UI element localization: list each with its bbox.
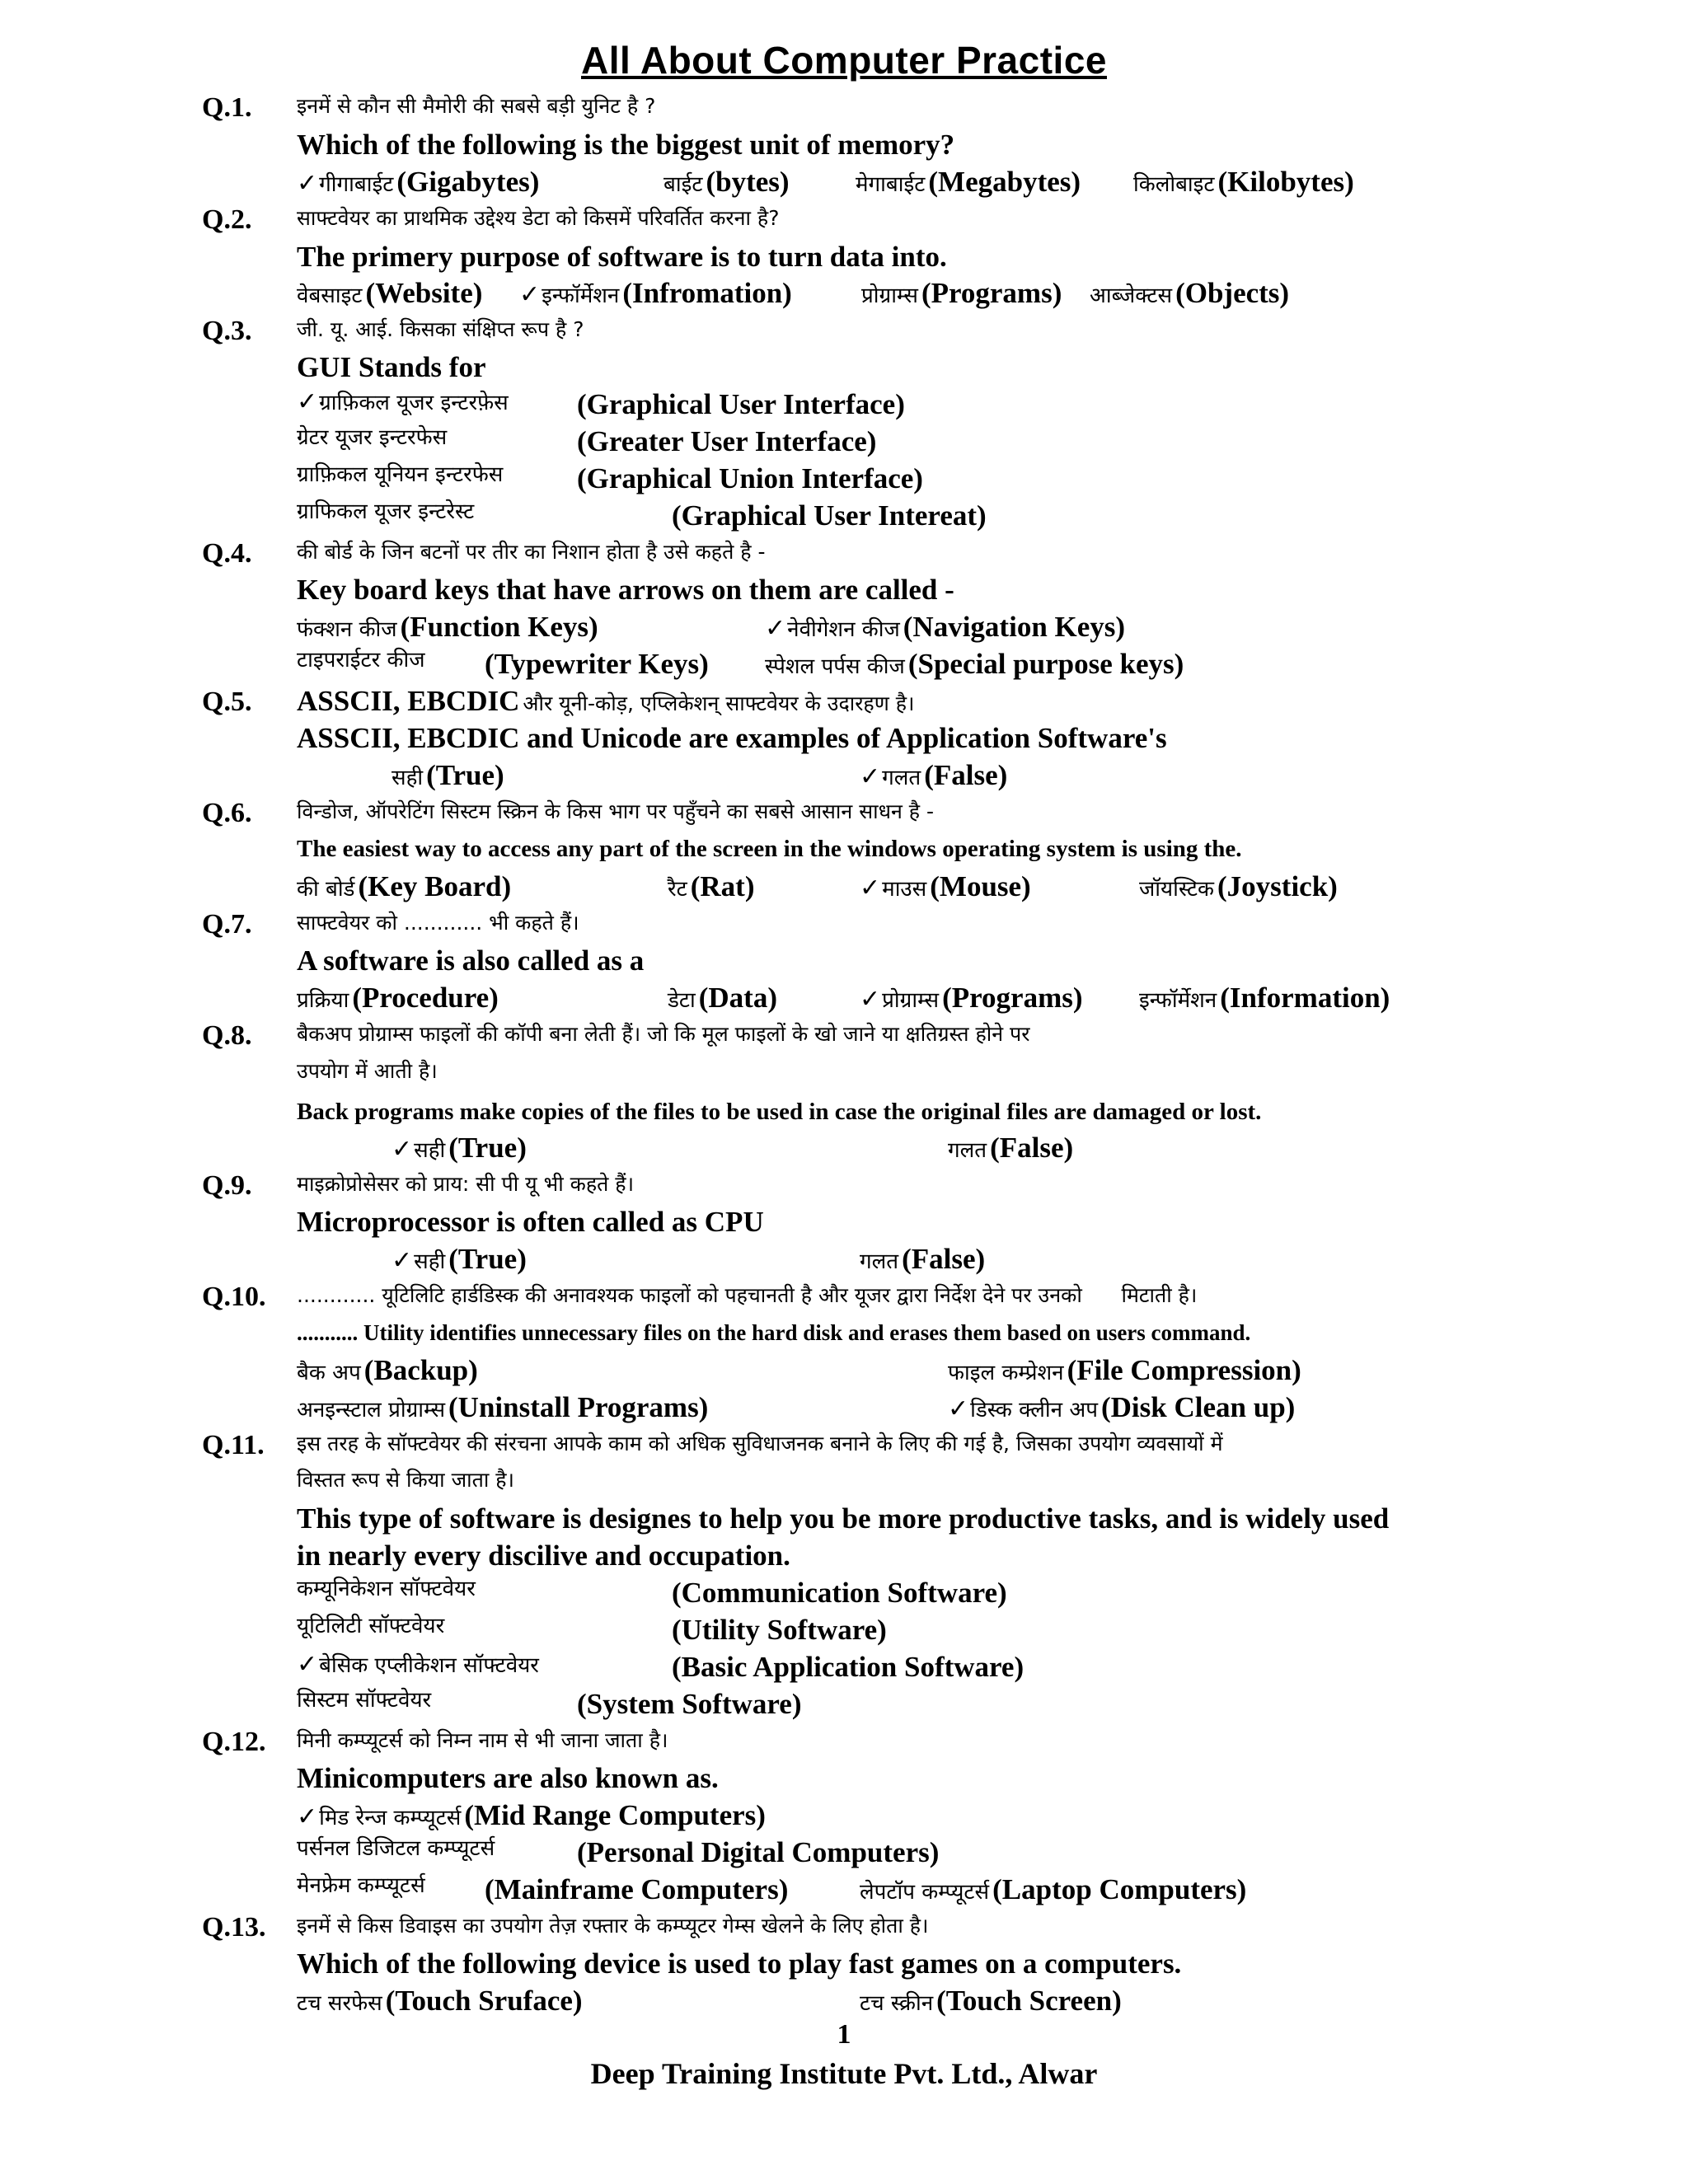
question-number: Q.6. [202, 798, 252, 828]
question-text-hindi: माइक्रोप्रोसेसर को प्राय: सी पी यू भी कहते हैं। [297, 1172, 635, 1196]
option: इन्फॉर्मेशन (Information) [1139, 982, 1390, 1014]
question-text-hindi: जी. यू. आई. किसका संक्षिप्त रूप है ? [297, 317, 584, 341]
check-mark-icon: ✓ [392, 1246, 413, 1275]
option: बैक अप (Backup) [297, 1354, 478, 1386]
check-mark-icon: ✓ [392, 1135, 413, 1164]
option: ✓प्रोग्राम्स (Programs) [860, 982, 1083, 1014]
option: ✓गीगाबाईट (Gigabytes) [297, 166, 540, 198]
option: मेनफ्रेम कम्प्यूटर्स [297, 1873, 425, 1898]
page-number: 1 [837, 2019, 851, 2050]
question-text-hindi: इनमें से किस डिवाइस का उपयोग तेज़ रफ्तार के कम्प्यूटर गेम्स खेलने के लिए होता है। [297, 1914, 929, 1938]
footer-institute-name: Deep Training Institute Pvt. Ltd., Alwar [590, 2057, 1098, 2090]
option: रैट (Rat) [668, 870, 755, 902]
option-english: (Graphical User Interface) [577, 388, 905, 420]
option: स्पेशल पर्पस कीज (Special purpose keys) [765, 648, 1184, 680]
question-text-english: Which of the following device is used to play fast games on a computers. [297, 1947, 1182, 1980]
option: सही (True) [392, 759, 504, 791]
question-text-english: Minicomputers are also known as. [297, 1762, 719, 1794]
question-number: Q.5. [202, 687, 252, 717]
question-text-hindi: इनमें से कौन सी मैमोरी की सबसे बड़ी युनिट है ? [297, 94, 656, 118]
question-text-hindi: साफ्टवेयर का प्राथमिक उद्देश्य डेटा को किसमें परिवर्तित करना है? [297, 206, 780, 230]
check-mark-icon: ✓ [860, 762, 881, 791]
option-english: (Basic Application Software) [672, 1651, 1025, 1683]
option: आब्जेक्टस (Objects) [1090, 277, 1290, 309]
option-english: (Communication Software) [672, 1577, 1007, 1609]
question-number: Q.12. [202, 1727, 266, 1757]
option: अनइन्स्टाल प्रोग्राम्स (Uninstall Programs) [297, 1391, 709, 1423]
option: यूटिलिटी सॉफ्टवेयर [297, 1614, 445, 1638]
question-text-hindi-cont: विस्तत रूप से किया जाता है। [297, 1468, 515, 1492]
check-mark-icon: ✓ [948, 1394, 969, 1423]
option: टच सरफेस (Touch Sruface) [297, 1985, 583, 2017]
question-number: Q.3. [202, 316, 252, 346]
option: बाईट (bytes) [663, 166, 790, 198]
option-english: (Graphical Union Interface) [577, 462, 923, 494]
question-text-english: The easiest way to access any part of the screen in the windows operating system is using the. [297, 836, 1242, 862]
option: की बोर्ड (Key Board) [297, 870, 512, 902]
option: कम्यूनिकेशन सॉफ्टवेयर [297, 1577, 476, 1601]
question-text-hindi: इस तरह के सॉफ्टवेयर की संरचना आपके काम को अधिक सुविधाजनक बनाने के लिए की गई है, जिसका उपयोग व्यवसायों में [297, 1432, 1223, 1455]
question-number: Q.2. [202, 204, 252, 235]
option: ✓बेसिक एप्लीकेशन सॉफ्टवेयर [297, 1650, 539, 1679]
option-english: (Greater User Interface) [577, 425, 877, 457]
check-mark-icon: ✓ [297, 1802, 318, 1831]
option: पर्सनल डिजिटल कम्प्यूटर्स [297, 1836, 495, 1861]
question-text-english: GUI Stands for [297, 351, 486, 383]
option: ✓डिस्क क्लीन अप (Disk Clean up) [948, 1391, 1296, 1423]
check-mark-icon: ✓ [860, 985, 881, 1014]
option: ✓सही (True) [392, 1132, 527, 1164]
question-number: Q.4. [202, 538, 252, 569]
question-text-english: ........... Utility identifies unnecessary files on the hard disk and erases them based on users command. [297, 1320, 1251, 1345]
option: जॉयस्टिक (Joystick) [1139, 870, 1338, 902]
page-title: All About Computer Practice [581, 39, 1107, 82]
question-text-english: The primery purpose of software is to turn data into. [297, 241, 947, 273]
option: टाइपराईटर कीज [297, 648, 425, 673]
check-mark-icon: ✓ [519, 280, 541, 309]
option: फंक्शन कीज (Function Keys) [297, 611, 598, 643]
option-english: (Personal Digital Computers) [577, 1836, 940, 1868]
question-number: Q.13. [202, 1912, 266, 1943]
option-english: (Utility Software) [672, 1614, 887, 1646]
option: फाइल कम्प्रेशन (File Compression) [948, 1354, 1301, 1386]
option: ✓मिड रेन्ज कम्प्यूटर्स (Mid Range Computers) [297, 1799, 766, 1831]
question-text-english: A software is also called as a [297, 944, 645, 977]
option: वेबसाइट (Website) [297, 277, 483, 309]
option: लेपटॉप कम्प्यूटर्स (Laptop Computers) [860, 1873, 1247, 1905]
question-number: Q.8. [202, 1020, 252, 1051]
option: ग्रेटर यूजर इन्टरफेस [297, 425, 448, 450]
question-text-english: This type of software is designes to help you be more productive tasks, and is widely used [297, 1502, 1390, 1535]
option: ग्राफ़िकल यूनियन इन्टरफेस [297, 462, 504, 487]
option-english: (System Software) [577, 1688, 802, 1720]
option: मेगाबाईट (Megabytes) [856, 166, 1081, 198]
option-english: (Typewriter Keys) [485, 648, 709, 680]
question-text-english: ASSCII, EBCDIC and Unicode are examples of Application Software's [297, 722, 1167, 754]
question-number: Q.9. [202, 1170, 252, 1201]
option: ✓ग्राफ़िकल यूजर इन्टरफ़ेस [297, 387, 509, 416]
option: सिस्टम सॉफ्टवेयर [297, 1688, 432, 1713]
option: ✓गलत (False) [860, 759, 1008, 791]
question-number: Q.1. [202, 92, 252, 123]
option: गलत (False) [860, 1243, 986, 1275]
option: डेटा (Data) [668, 982, 777, 1014]
question-number: Q.7. [202, 909, 252, 940]
option: ✓माउस (Mouse) [860, 870, 1031, 902]
question-text-english: Microprocessor is often called as CPU [297, 1206, 764, 1238]
question-number: Q.10. [202, 1282, 266, 1312]
question-text-hindi: साफ्टवेयर को ............ भी कहते हैं। [297, 911, 579, 935]
question-text-hindi: ASSCII, EBCDIC और यूनी-कोड़, एप्लिकेशन् साफ्टवेयर के उदारहण है। [297, 685, 915, 717]
option: टच स्क्रीन (Touch Screen) [860, 1985, 1122, 2017]
option: गलत (False) [948, 1132, 1074, 1164]
option: ग्राफिकल यूजर इन्टरेस्ट [297, 499, 475, 524]
question-text-hindi: विन्डोज, ऑपरेटिंग सिस्टम स्क्रिन के किस भाग पर पहुँचने का सबसे आसान साधन है - [297, 799, 935, 823]
check-mark-icon: ✓ [297, 387, 318, 416]
check-mark-icon: ✓ [297, 169, 318, 198]
option: ✓सही (True) [392, 1243, 527, 1275]
option: प्रोग्राम्स (Programs) [861, 277, 1062, 309]
option-english: (Graphical User Intereat) [672, 499, 987, 532]
question-text-english: Key board keys that have arrows on them are called - [297, 574, 954, 606]
question-text-hindi: की बोर्ड के जिन बटनों पर तीर का निशान होता है उसे कहते है - [297, 540, 766, 564]
question-number: Q.11. [202, 1430, 265, 1460]
option: किलोबाइट (Kilobytes) [1133, 166, 1354, 198]
option-english: (Mainframe Computers) [485, 1873, 789, 1905]
question-text-hindi: बैकअप प्रोग्राम्स फाइलों की कॉपी बना लेती हैं। जो कि मूल फाइलों के खो जाने या क्षतिग्रस्त होने पर [297, 1022, 1030, 1046]
option: ✓नेवीगेशन कीज (Navigation Keys) [765, 611, 1126, 643]
check-mark-icon: ✓ [297, 1650, 318, 1679]
option: ✓इन्फॉर्मेशन (Infromation) [519, 277, 792, 309]
question-text-hindi: मिनी कम्प्यूटर्स को निम्न नाम से भी जाना जाता है। [297, 1728, 668, 1752]
question-text-hindi: ............ यूटिलिटि हार्डडिस्क की अनावश्यक फाइलों को पहचानती है और यूजर द्वारा निर्देश देने पर उनको मिटाती है। [297, 1283, 1198, 1307]
question-text-hindi-cont: उपयोग में आती है। [297, 1059, 438, 1083]
option: प्रक्रिया (Procedure) [297, 982, 499, 1014]
question-text-english: Back programs make copies of the files to be used in case the original files are damaged or lost. [297, 1099, 1262, 1125]
check-mark-icon: ✓ [860, 874, 881, 902]
check-mark-icon: ✓ [765, 614, 786, 643]
question-text-english-cont: in nearly every discilive and occupation. [297, 1540, 790, 1572]
question-text-english: Which of the following is the biggest unit of memory? [297, 129, 955, 161]
